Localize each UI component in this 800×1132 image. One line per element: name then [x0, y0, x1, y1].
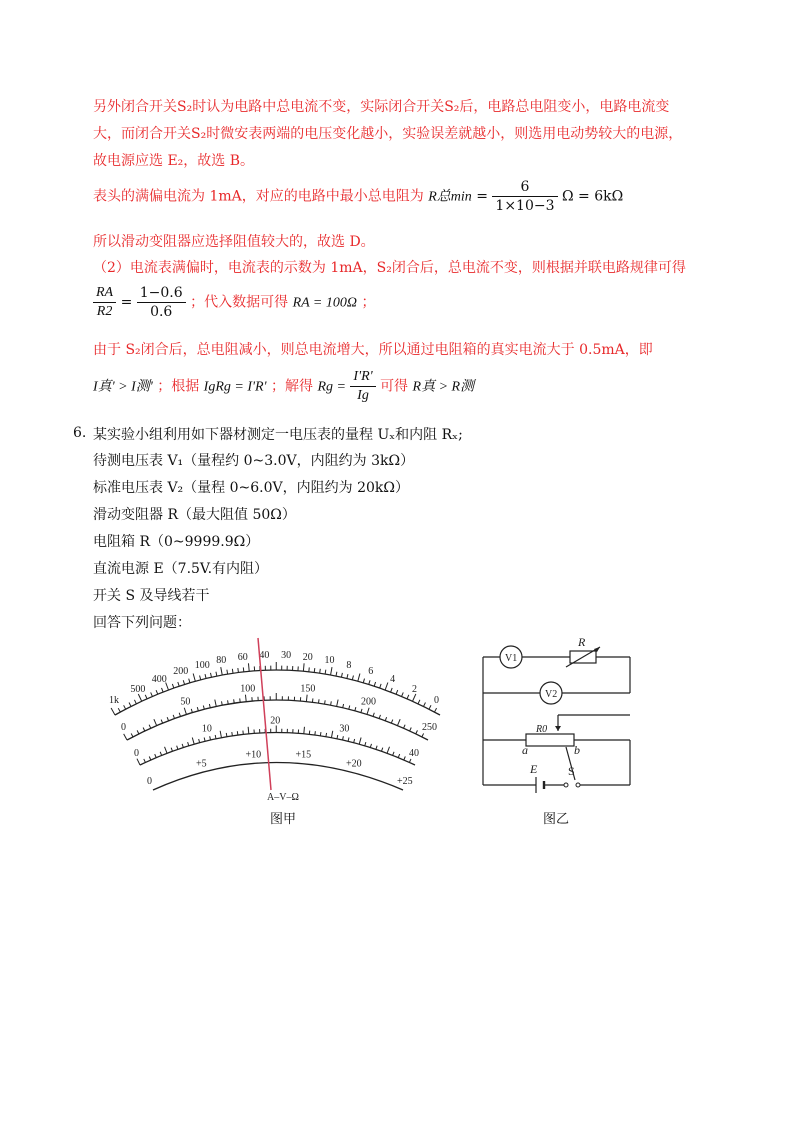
scale-tick — [331, 731, 332, 738]
scale-tick — [189, 679, 190, 683]
v2-label: V2 — [545, 689, 558, 700]
e-label: E — [530, 762, 538, 776]
scale-tick — [355, 707, 356, 711]
scale-tick — [145, 695, 147, 699]
scale-tick — [137, 759, 140, 765]
scale-tick — [143, 727, 145, 730]
inner-scale-arc — [153, 763, 403, 791]
scale-tick — [396, 690, 398, 694]
inner-tick-label: 0 — [134, 748, 139, 759]
scale-tick — [361, 709, 362, 713]
scale-tick — [435, 708, 437, 712]
scale-tick — [226, 733, 227, 737]
ohm-tick-label: 200 — [173, 666, 189, 678]
scale-tick — [245, 695, 246, 702]
mid-tick-label: 100 — [240, 683, 256, 695]
scale-tick — [393, 752, 394, 756]
scale-tick — [215, 700, 216, 707]
text: 表头的满偏电流为 1mA，对应的电路中最小总电阻为 — [93, 188, 424, 205]
question-item-7: 回答下列问题： — [93, 615, 191, 631]
scale-tick — [248, 663, 249, 671]
scale-tick — [160, 752, 161, 756]
ohm-tick-label: 500 — [130, 683, 146, 695]
scale-tick — [149, 725, 151, 729]
scale-tick — [370, 744, 371, 748]
scale-tick — [391, 720, 392, 724]
scale-tick — [216, 672, 217, 676]
scale-tick — [398, 754, 399, 758]
solution-line-9: I真' > I测' ；根据 IgRg = I'R' ；解得 Rg = $\frac{I'R'}{Ig}$ 可得 R真 > R测 — [93, 369, 475, 403]
scale-tick — [381, 748, 382, 752]
ohm-tick-label: 40 — [259, 650, 270, 662]
scale-tick — [343, 704, 344, 708]
question-item-6: 开关 S 及导线若干 — [93, 588, 210, 604]
scale-tick — [134, 700, 136, 704]
switch-pivot — [564, 783, 568, 787]
scale-tick — [349, 705, 350, 709]
scale-tick — [151, 692, 153, 696]
scale-tick — [118, 708, 120, 712]
scale-tick — [325, 670, 326, 674]
scale-tick — [228, 700, 229, 704]
scale-tick — [365, 742, 366, 746]
scale-tick — [192, 737, 194, 744]
scale-tick — [387, 747, 389, 754]
text: ；代入数据可得 — [190, 294, 289, 311]
volt-tick-label: +10 — [245, 749, 262, 761]
scale-tick — [422, 733, 424, 736]
scale-tick — [315, 731, 316, 735]
meter-label: A–V–Ω — [267, 792, 299, 803]
scale-tick — [410, 727, 412, 730]
scale-tick — [337, 735, 338, 739]
volt-tick-label: +20 — [346, 758, 362, 770]
question-number: 6. — [73, 425, 87, 441]
scale-tick — [409, 759, 411, 763]
scale-tick — [238, 668, 239, 672]
s-label: S — [568, 764, 575, 778]
scale-tick — [210, 673, 211, 677]
scale-tick — [149, 756, 151, 760]
scale-tick — [182, 744, 183, 748]
scale-tick — [325, 700, 326, 704]
scale-tick — [331, 701, 332, 705]
scale-tick — [129, 703, 131, 707]
scale-tick — [237, 731, 238, 735]
mid-tick-label: 200 — [361, 696, 376, 708]
ohm-tick-label: 10 — [324, 655, 335, 666]
question-item-5: 直流电源 E（7.5V.有内阻） — [93, 561, 269, 577]
inner-tick-label: 20 — [270, 715, 281, 727]
scale-tick — [363, 679, 364, 683]
ohm-tick-label: 60 — [237, 651, 248, 663]
scale-tick — [341, 673, 342, 677]
ohm-tick-label: 0 — [434, 695, 439, 706]
scale-tick — [232, 669, 233, 673]
scale-tick — [183, 680, 184, 684]
v1-label: V1 — [505, 653, 518, 664]
slide-rheostat-r0 — [526, 734, 574, 746]
volt-tick-label: +5 — [196, 758, 207, 770]
mid-tick-label: 150 — [300, 683, 316, 695]
scale-tick — [413, 694, 416, 701]
scale-tick — [416, 730, 418, 733]
scale-tick — [204, 738, 205, 742]
scale-tick — [221, 667, 222, 675]
formula-tail: Ω = 6kΩ — [561, 188, 624, 205]
scale-tick — [173, 715, 174, 719]
scale-tick — [359, 737, 361, 744]
inner-tick-label: 40 — [409, 748, 419, 759]
scale-tick — [156, 690, 158, 694]
inner-tick-label: 10 — [201, 723, 212, 735]
scale-tick — [155, 754, 156, 758]
scale-tick — [397, 719, 400, 725]
ohm-tick-label: 400 — [151, 674, 167, 686]
scale-tick — [154, 719, 157, 725]
solution-line-6: （2）电流表满偏时，电流表的示数为 1mA，S₂闭合后，总电流不变，则根据并联电路规律可得 — [93, 260, 686, 276]
scale-tick — [111, 708, 115, 715]
scale-tick — [138, 694, 141, 701]
scale-tick — [220, 731, 221, 738]
volt-tick-label: 0 — [147, 776, 152, 787]
r0-label: R0 — [536, 724, 548, 735]
scale-tick — [331, 667, 332, 675]
ohm-tick-label: 4 — [390, 674, 396, 686]
scale-tick — [234, 699, 235, 703]
formula-lhs: R总min — [428, 189, 472, 205]
scale-tick — [124, 705, 126, 709]
mid-tick-label: 50 — [180, 696, 191, 708]
scale-tick — [385, 717, 386, 721]
scale-tick — [199, 739, 200, 743]
solution-line-3: 故电源应选 E₂，故选 B。 — [93, 153, 255, 169]
inner-tick-label: 30 — [339, 723, 350, 735]
solution-line-8: 由于 S₂闭合后，总电阻减小，则总电流增大，所以通过电阻箱的真实电流大于 0.5mA，即 — [93, 342, 653, 358]
scale-tick — [352, 676, 353, 680]
scale-tick — [429, 705, 431, 709]
scale-tick — [124, 734, 127, 740]
scale-tick — [209, 704, 210, 708]
mid-tick-label: 0 — [121, 722, 126, 733]
scale-tick — [424, 703, 426, 707]
ohm-tick-label: 2 — [412, 683, 418, 695]
scale-tick — [380, 684, 381, 688]
scale-tick — [376, 746, 377, 750]
scale-tick — [320, 669, 321, 673]
scale-tick — [336, 672, 337, 676]
scale-tick — [418, 700, 420, 704]
scale-tick — [354, 739, 355, 743]
volt-tick-label: +15 — [295, 749, 312, 761]
scale-tick — [402, 692, 404, 696]
a-label: a — [522, 743, 528, 757]
scale-tick — [161, 720, 162, 724]
ohm-tick-label: 6 — [368, 666, 374, 678]
scale-tick — [404, 756, 406, 760]
question-item-2: 标准电压表 V₂（量程 0~6.0V，内阻约为 20kΩ） — [93, 480, 409, 496]
scale-tick — [137, 730, 139, 733]
fraction: $\frac{6}{1\times 10-3}$ — [492, 178, 557, 215]
scale-tick — [373, 713, 374, 717]
ohm-tick-label: 1k — [109, 695, 119, 706]
scale-tick — [232, 732, 233, 736]
scale-tick — [144, 759, 146, 762]
scale-tick — [167, 717, 168, 721]
slider-arrow — [555, 726, 561, 731]
scale-tick — [165, 747, 168, 754]
solution-line-7: $\frac{RA}{R2}$ = $\frac{1-0.6}{0.6}$ ；代入数据可得 RA = 100Ω ； — [93, 284, 375, 321]
question-item-1: 待测电压表 V₁（量程约 0~3.0V，内阻约为 3kΩ） — [93, 453, 415, 469]
scale-tick — [367, 708, 369, 715]
scale-tick — [210, 736, 211, 740]
scale-tick — [188, 742, 189, 746]
scale-tick — [379, 715, 380, 719]
question-stem: 某实验小组利用如下器材测定一电压表的量程 Uₓ和内阻 Rₓ; — [93, 427, 463, 443]
scale-tick — [326, 733, 327, 737]
volt-scale-arc — [140, 733, 415, 766]
scale-tick — [314, 668, 315, 672]
scale-tick — [193, 674, 195, 682]
scale-tick — [178, 682, 179, 686]
b-label: b — [574, 743, 580, 757]
scale-tick — [374, 682, 375, 686]
volt-tick-label: +25 — [397, 776, 413, 787]
fraction-value: $\frac{1-0.6}{0.6}$ — [137, 284, 186, 321]
solution-line-4: 表头的满偏电流为 1mA，对应的电路中最小总电阻为 R总min = $\frac{6}{1\times 10-3}$ Ω = 6kΩ — [93, 179, 624, 214]
scale-tick — [320, 732, 321, 736]
scale-tick — [318, 699, 319, 703]
scale-tick — [348, 738, 349, 742]
scale-tick — [172, 684, 173, 688]
figure-a-caption: 图甲 — [270, 812, 297, 827]
fraction-rg: $\frac{I'R'}{Ig}$ — [350, 368, 375, 405]
ohm-tick-label: 80 — [216, 655, 227, 666]
scale-tick — [191, 709, 192, 713]
scale-tick — [369, 680, 370, 684]
question-item-4: 电阻箱 R（0~9999.9Ω） — [93, 534, 260, 550]
scale-tick — [200, 676, 201, 680]
scale-tick — [303, 663, 304, 671]
figure-b-caption: 图乙 — [543, 812, 570, 827]
scale-tick — [304, 727, 305, 734]
circuit-diagram-figure — [478, 635, 638, 795]
scale-tick — [306, 695, 307, 702]
ohm-tick-label: 20 — [302, 651, 313, 663]
scale-tick — [184, 708, 186, 715]
ohm-tick-label: 100 — [194, 659, 210, 671]
scale-tick — [131, 733, 133, 736]
question-item-3: 滑动变阻器 R（最大阻值 50Ω） — [93, 507, 296, 523]
scale-tick — [203, 705, 204, 709]
scale-tick — [248, 727, 249, 734]
scale-tick — [171, 748, 172, 752]
formula-result: RA = 100Ω — [292, 295, 357, 311]
scale-tick — [343, 736, 344, 740]
scale-tick — [407, 695, 409, 699]
scale-tick — [385, 682, 388, 690]
scale-tick — [347, 674, 348, 678]
scale-tick — [391, 688, 393, 692]
r-label: R — [578, 635, 586, 649]
switch-contact — [576, 783, 580, 787]
ohm-tick-label: 8 — [346, 659, 352, 671]
scale-tick — [404, 725, 406, 729]
ohm-tick-label: 30 — [281, 650, 292, 662]
scale-tick — [227, 670, 228, 674]
scale-tick — [197, 707, 198, 711]
mid-tick-label: 250 — [422, 722, 437, 733]
scale-tick — [177, 746, 178, 750]
solution-line-2: 大，而闭合开关S₂时微安表两端的电压变化越小，实验误差就越小，则选用电动势较大的电源， — [93, 126, 683, 142]
scale-tick — [222, 701, 223, 705]
fraction-ra-r2: $\frac{RA}{R2}$ — [93, 284, 116, 321]
scale-tick — [215, 735, 216, 739]
scale-tick — [179, 713, 180, 717]
scale-tick — [205, 674, 206, 678]
scale-tick — [337, 700, 338, 707]
scale-tick — [358, 674, 360, 682]
scale-tick — [162, 688, 164, 692]
solution-line-5: 所以滑动变阻器应选择阻值较大的，故选 D。 — [93, 234, 375, 250]
solution-line-1: 另外闭合开关S₂时认为电路中总电流不变，实际闭合开关S₂后，电路总电阻变小，电路电流变 — [93, 99, 670, 115]
multimeter-dial-figure — [95, 630, 460, 805]
